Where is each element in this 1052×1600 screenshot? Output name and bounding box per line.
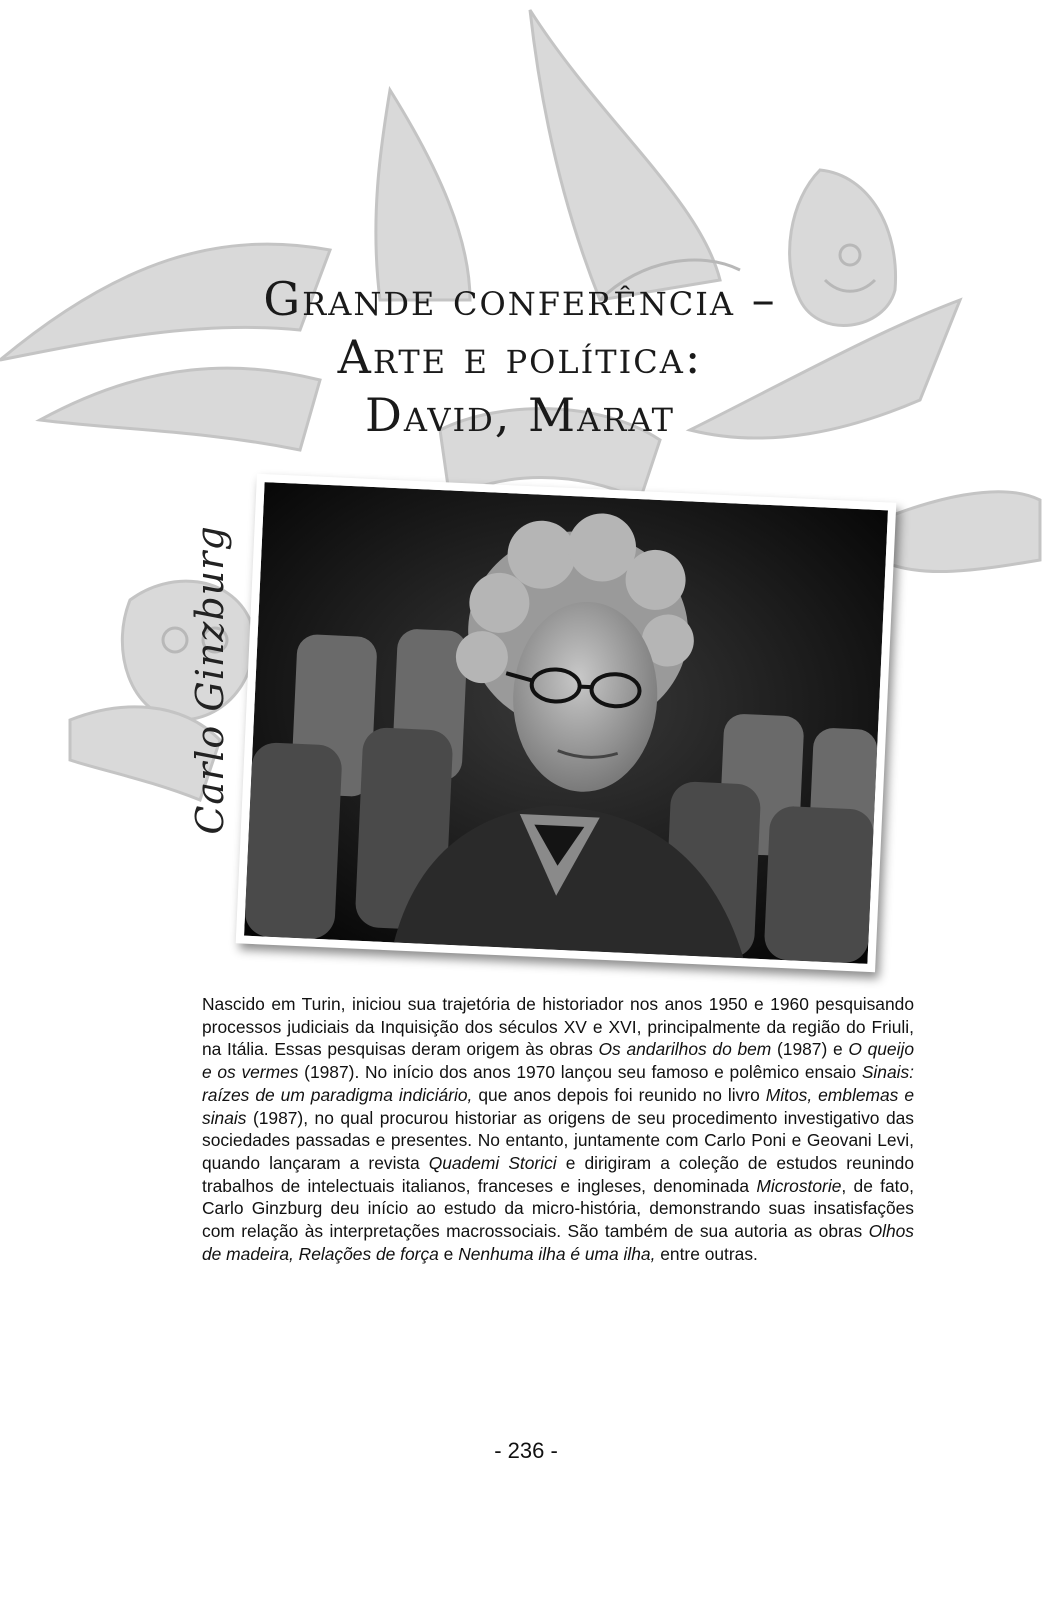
title-line-2: Arte e política: [337, 330, 703, 384]
biography-paragraph [202, 993, 914, 1265]
work-title-5: Quademi Storici [428, 1152, 557, 1173]
bio-text-9: entre outras. [655, 1243, 758, 1264]
speaker-photo [244, 482, 888, 964]
bio-text-2: (1987) e [771, 1039, 849, 1060]
speaker-name-vertical: Carlo Ginzburg [188, 525, 232, 835]
bio-text-5: (1987), no qual procurou historiar as origens de seu procedimento investigativo das sociedades passadas e presentes. No entanto, juntamente com Carlo Poni e Geovani Levi, quando lançaram a revista [202, 1107, 914, 1173]
bio-text-3: (1987). No início dos anos 1970 lançou seu famoso e polêmico ensaio [298, 1062, 862, 1083]
work-title-3: Sinais: raízes de um paradigma indiciário, [202, 1062, 915, 1105]
page-title [150, 270, 890, 444]
bio-text-6: e dirigiram a coleção de estudos reunindo trabalhos de intelectuais italianos, franceses e ingleses, denominada [202, 1152, 914, 1196]
work-title-2: O queijo e os vermes [202, 1039, 915, 1083]
bio-text-7: , de fato, Carlo Ginzburg deu início ao estudo da micro-história, demonstrando suas insatisfações com relação às interpretações macrossociais. São também de sua autoria as obras [202, 1175, 914, 1242]
work-title-7: Olhos de madeira, Relações de força [202, 1221, 914, 1264]
bio-text-1: Nascido em Turin, iniciou sua trajetória de historiador nos anos 1950 e 1960 pesquisando processos judiciais da Inquisição dos séculos XV e XVI, principalmente da região do Friuli, na Itália. Essas pesquisas deram origem às obras [202, 994, 914, 1060]
biography-text [202, 993, 914, 1265]
page-number: - 236 - [494, 1438, 558, 1463]
work-title-6: Microstorie [756, 1175, 842, 1196]
speaker-photo-frame [236, 474, 897, 973]
work-title-1: Os andarilhos do bem [598, 1039, 772, 1060]
work-title-8: Nenhuma ilha é uma ilha, [458, 1243, 656, 1264]
title-line-1: Grande conferência – [263, 272, 777, 326]
work-title-4: Mitos, emblemas e sinais [202, 1084, 914, 1128]
title-line-3: David, Marat [364, 388, 676, 442]
bio-text-4: que anos depois foi reunido no livro [472, 1084, 766, 1105]
bio-text-8: e [438, 1243, 459, 1264]
